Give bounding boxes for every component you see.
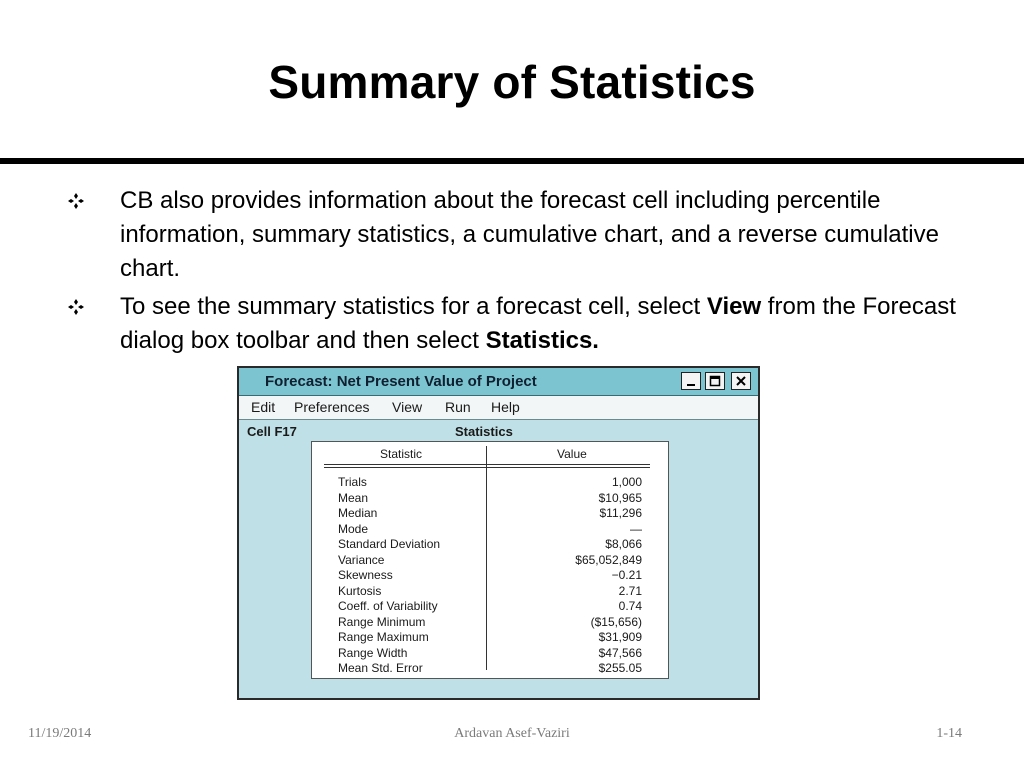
statistic-value: $47,566 — [598, 645, 642, 660]
menu-preferences[interactable]: Preferences — [294, 399, 370, 415]
cell-label: Cell F17 — [247, 424, 297, 439]
statistic-name: Range Minimum — [338, 614, 426, 629]
table-row — [312, 584, 670, 600]
statistic-name: Skewness — [338, 568, 393, 582]
table-row — [312, 661, 670, 677]
statistic-name: Variance — [338, 552, 385, 567]
statistic-name: Trials — [338, 475, 367, 489]
column-header-value: Value — [557, 447, 587, 461]
statistic-name: Median — [338, 506, 378, 520]
statistics-table — [311, 441, 669, 679]
footer-date: 11/19/2014 — [28, 726, 92, 741]
statistic-name: Mean Std. Error — [338, 661, 423, 675]
dialog-title: Forecast: Net Present Value of Project — [265, 373, 537, 390]
statistic-value: $8,066 — [605, 537, 642, 551]
bullet-bold-statistics: Statistics. — [485, 327, 599, 354]
table-row — [312, 568, 670, 584]
statistic-value: $65,052,849 — [575, 552, 642, 567]
statistic-value: $31,909 — [598, 630, 642, 644]
statistic-value: ($15,656) — [590, 614, 642, 629]
bullet-text: To see the summary statistics for a forecast cell, select — [120, 293, 707, 320]
minimize-icon — [685, 375, 697, 387]
dialog-titlebar[interactable] — [239, 368, 758, 396]
statistic-value: −0.21 — [611, 568, 642, 582]
statistic-name: Kurtosis — [338, 583, 382, 598]
statistic-value: $10,965 — [598, 490, 642, 505]
statistic-value: 0.74 — [618, 599, 642, 613]
close-button[interactable] — [731, 372, 751, 390]
table-row — [312, 537, 670, 553]
bullet-list — [60, 184, 960, 362]
table-row — [312, 522, 670, 538]
statistic-value: 1,000 — [611, 475, 642, 489]
footer-author: Ardavan Asef-Vaziri — [454, 726, 570, 741]
maximize-icon — [709, 375, 721, 387]
table-row — [312, 630, 670, 646]
table-row — [312, 553, 670, 569]
menu-edit[interactable]: Edit — [251, 399, 276, 415]
statistic-value: 2.71 — [618, 583, 642, 598]
statistic-name: Coeff. of Variability — [338, 599, 438, 613]
table-row — [312, 491, 670, 507]
statistic-name: Standard Deviation — [338, 537, 441, 551]
title-divider — [0, 158, 1024, 164]
statistics-heading: Statistics — [455, 424, 513, 439]
dialog-menubar — [239, 396, 758, 420]
four-diamond-bullet-icon — [62, 184, 90, 218]
forecast-dialog — [237, 366, 760, 700]
table-row — [312, 599, 670, 615]
footer-page-number: 1-14 — [936, 726, 962, 741]
header-divider — [324, 467, 650, 468]
statistic-value: $255.05 — [598, 661, 642, 675]
column-header-statistic: Statistic — [380, 447, 423, 461]
slide-title: Summary of Statistics — [268, 56, 756, 108]
menu-view[interactable]: View — [392, 399, 423, 415]
table-row — [312, 506, 670, 522]
statistic-value: $11,296 — [599, 506, 642, 520]
statistic-name: Range Width — [338, 645, 408, 660]
bullet-item — [60, 290, 960, 358]
menu-run[interactable]: Run — [445, 399, 471, 415]
statistic-name: Mode — [338, 521, 369, 536]
table-row — [312, 475, 670, 491]
bullet-item — [60, 184, 960, 286]
table-row — [312, 615, 670, 631]
header-divider — [324, 464, 650, 465]
maximize-button[interactable] — [705, 372, 725, 390]
statistic-name: Mean — [338, 490, 369, 505]
minimize-button[interactable] — [681, 372, 701, 390]
bullet-text: from the Forecast dialog box toolbar and then select — [120, 293, 956, 354]
table-row — [312, 646, 670, 662]
statistic-value: — — [630, 521, 642, 536]
bullet-text: CB also provides information about the forecast cell including percentile information, summary statistics, a cumulative chart, and a reverse cumulative chart. — [120, 187, 939, 282]
four-diamond-bullet-icon — [62, 290, 90, 324]
statistic-name: Range Maximum — [338, 630, 429, 644]
close-icon — [735, 375, 747, 387]
menu-help[interactable]: Help — [491, 399, 520, 415]
bullet-bold-view: View — [706, 293, 762, 320]
